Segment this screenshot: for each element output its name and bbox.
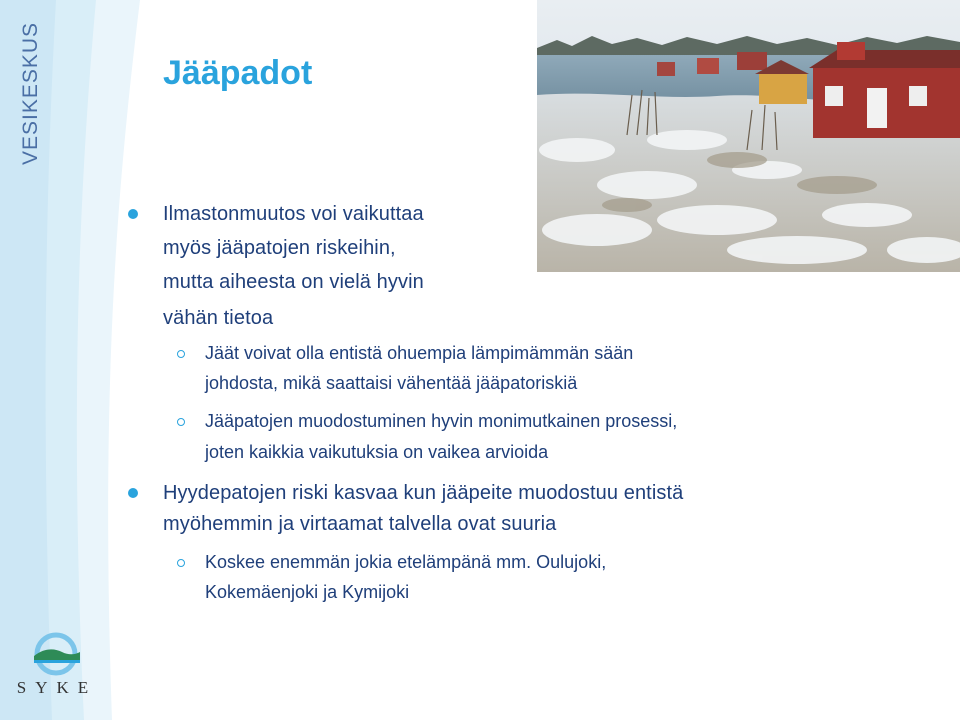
bullet-marker: [128, 209, 138, 219]
subbullet-2-1-line-2: Kokemäenjoki ja Kymijoki: [205, 582, 410, 602]
syke-logo: [10, 630, 110, 700]
bullet-1-line-2: myös jääpatojen riskeihin,: [163, 237, 396, 259]
sub-bullet-marker: [177, 418, 185, 426]
subbullet-1-1-line-2: johdosta, mikä saattaisi vähentää jääpatoriskiä: [205, 373, 578, 393]
subbullet-1-1-line-1: Jäät voivat olla entistä ohuempia lämpimämmän sään: [205, 343, 634, 363]
sub-bullet-marker: [177, 350, 185, 358]
flooded-houses-ice-photo: [537, 0, 960, 272]
bullet-2-line-2: myöhemmin ja virtaamat talvella ovat suuria: [163, 513, 557, 535]
vertical-brand-label: [14, 20, 44, 165]
bullet-1-line-3: mutta aiheesta on vielä hyvin: [163, 271, 424, 293]
subbullet-2-1-line-1: Koskee enemmän jokia etelämpänä mm. Oulujoki,: [205, 552, 607, 572]
bullet-2-line-1: Hyydepatojen riski kasvaa kun jääpeite muodostuu entistä: [163, 482, 684, 504]
vertical-brand-text: VESIKESKUS: [19, 21, 42, 165]
sub-bullet-marker: [177, 559, 185, 567]
bullet-marker: [128, 488, 138, 498]
syke-logo-text: SYKE: [16, 678, 98, 697]
slide-title: Jääpadot: [163, 54, 313, 92]
subbullet-1-2-line-2: joten kaikkia vaikutuksia on vaikea arvioida: [205, 442, 549, 462]
bullet-1-line-4: vähän tietoa: [163, 307, 274, 329]
subbullet-1-2-line-1: Jääpatojen muodostuminen hyvin monimutkainen prosessi,: [205, 411, 678, 431]
bullet-1-line-1: Ilmastonmuutos voi vaikuttaa: [163, 203, 424, 225]
